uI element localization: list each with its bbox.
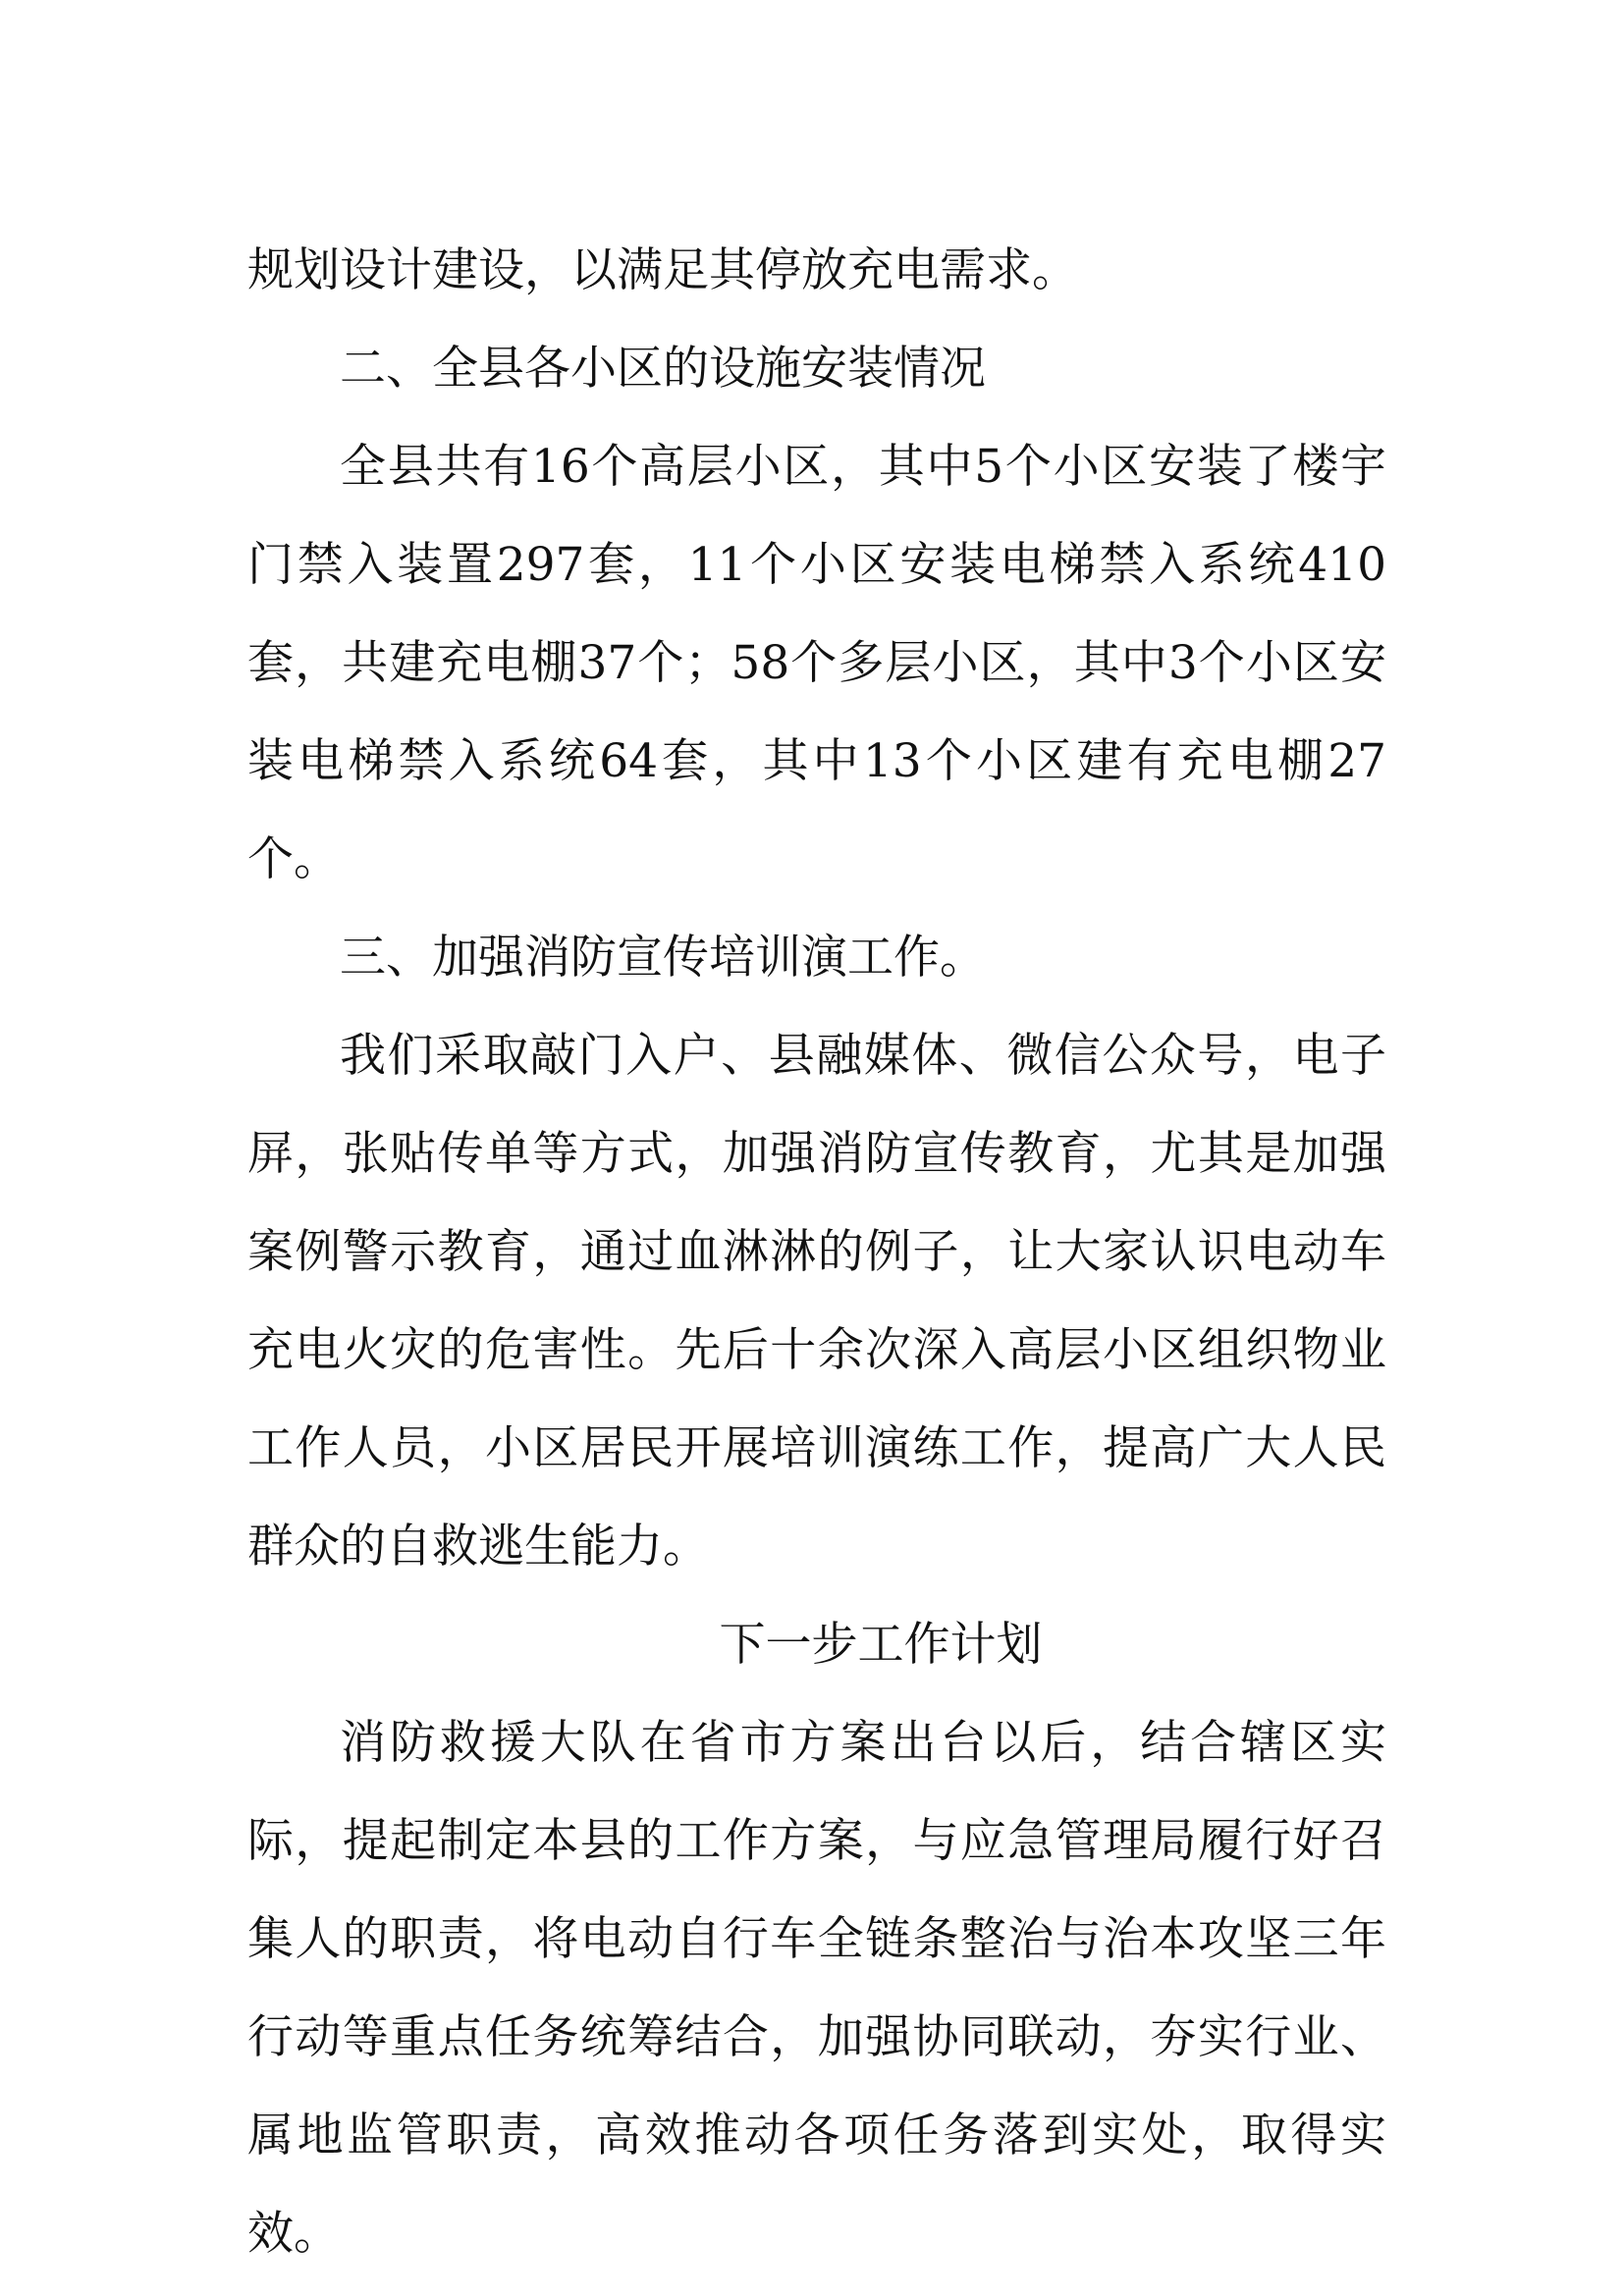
- section-heading-2: 二、全县各小区的设施安装情况: [340, 342, 986, 396]
- document-body: [247, 222, 1386, 2283]
- next-steps-heading: 下一步工作计划: [719, 1618, 1043, 1672]
- section-heading-3: 三、加强消防宣传培训演工作。: [340, 931, 986, 985]
- paragraph-continuation: 规划设计建设，以满足其停放充电需求。: [247, 243, 1078, 297]
- paragraph-next-steps: 消防救援大队在省市方案出台以后，结合辖区实际，提起制定本县的工作方案，与应急管理局履行好召集人的职责，将电动自行车全链条整治与治本攻坚三年行动等重点任务统筹结合，加强协同联动，夯实行业、属地监管职责，高效推动各项任务落到实处，取得实效。: [247, 1716, 1386, 2261]
- paragraph-facilities: 全县共有16个高层小区，其中5个小区安装了楼宇门禁入装置297套，11个小区安装电梯禁入系统410套，共建充电棚37个；58个多层小区，其中3个小区安装电梯禁入系统64套，其中13个小区建有充电棚27个。: [247, 440, 1386, 886]
- paragraph-publicity: 我们采取敲门入户、县融媒体、微信公众号，电子屏，张贴传单等方式，加强消防宣传教育，尤其是加强案例警示教育，通过血淋淋的例子，让大家认识电动车充电火灾的危害性。先后十余次深入高层小区组织物业工作人员，小区居民开展培训演练工作，提高广大人民群众的自救逃生能力。: [247, 1029, 1386, 1574]
